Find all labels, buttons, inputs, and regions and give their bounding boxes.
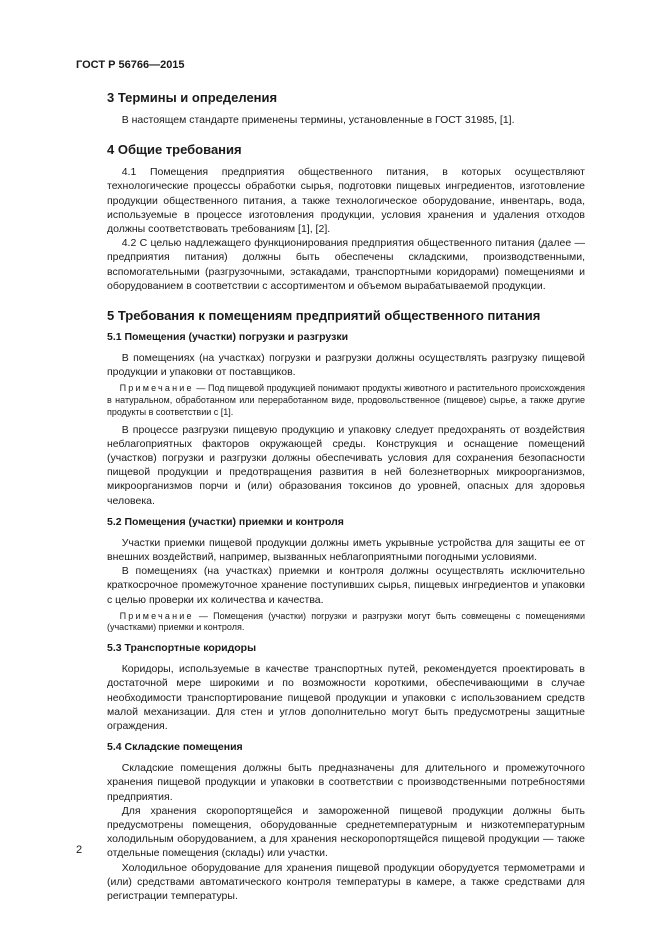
section-5-4-paragraph-3: Холодильное оборудование для хранения пищевой продукции оборудуется термометрами и (или) средствами автоматического контроля температуры в камере, а также средствами для регистрации температуры. [107,861,585,903]
section-5-4-title: 5.4 Складские помещения [107,741,243,754]
section-5-2-paragraph-1: Участки приемки пищевой продукции должны иметь укрывные устройства для защиты ее от внешних воздействий, например, вызванных неблагоприятными погодными условиями. [107,536,585,563]
section-5-title: 5 Требования к помещениям предприятий общественного питания [107,308,541,324]
section-3-title: 3 Термины и определения [107,90,278,105]
note-text: — Под пищевой продукцией понимают продукты животного и растительного происхождения в натуральном, обработанном или переработанном виде, продовольственное (пищевое) сырье, а также другие продукты в соответствии с [1]. [107,383,585,417]
document-body [107,90,585,903]
standard-header: ГОСТ Р 56766—2015 [76,59,185,71]
section-5-1-note [107,383,585,418]
section-4-2-paragraph: 4.2 С целью надлежащего функционирования предприятия общественного питания (далее — предприятия питания) должны быть обеспечены складскими, производственными, вспомогательными (разгрузочными, эстакадами, транспортными коридорами) помещениями и оборудованием в соответствии с ассортиментом и объемом вырабатываемой продукции. [107,237,585,292]
section-4-title: 4 Общие требования [107,142,242,158]
section-5-3-paragraph: Коридоры, используемые в качестве транспортных путей, рекомендуется проектировать в достаточной мере широкими и по возможности короткими, обеспечивающими в случае необходимости транспортирование пищевой продукции и упаковки с использованием средств малой механизации. Для стен и углов дополнительно могут быть предусмотрены защитные ограждения. [107,663,585,732]
section-5-1-paragraph-1: В помещениях (на участках) погрузки и разгрузки должны осуществлять разгрузку пищевой продукции и упаковки от поставщиков. [107,352,585,379]
section-3-paragraph: В настоящем стандарте применены термины, установленные в ГОСТ 31985, [1]. [121,114,515,126]
note-label: Примечание [119,610,194,621]
section-4-1-paragraph: 4.1 Помещения предприятия общественного питания, в которых осуществляют технологические процессы обработки сырья, подготовки пищевых ингредиентов, изготовление продукции общественного питания, а также технологическое оборудование, инвентарь, вода, используемые в процессе изготовления продукции, условия хранения и удаления отходов должны соответствовать требованиям [1], [2]. [107,166,585,236]
section-5-2-note [107,611,585,634]
section-5-2-paragraph-2: В помещениях (на участках) приемки и контроля должны осуществлять исключительно краткосрочное промежуточное хранение поступивших сырья, пищевых ингредиентов и упаковки с целью проверки их количества и качества. [107,565,585,606]
section-5-4-paragraph-2: Для хранения скоропортящейся и замороженной пищевой продукции должны быть предусмотрены помещения, оборудованные среднетемпературным и низкотемпературным холодильным оборудованием, а для хранения нескоропортящейся пищевой продукции — также отдельные помещения (склады) или участки. [107,804,585,860]
section-5-4-paragraph-1: Складские помещения должны быть предназначены для длительного и промежуточного хранения пищевой продукции и упаковки в соответствии с производственными потребностями предприятия. [107,762,585,803]
section-5-1-paragraph-2: В процессе разгрузки пищевую продукцию и упаковку следует предохранять от воздействия неблагоприятных факторов окружающей среды. Конструкция и оснащение помещений (участков) погрузки и разгрузки должны обеспечивать условия для сохранения безопасности пищевой продукции и предотвращения развития в ней болезнетворных микроорганизмов, микроорганизмов порчи и (или) образования токсинов до уровней, опасных для здоровья человека. [107,423,585,507]
section-5-2-title: 5.2 Помещения (участки) приемки и контроля [107,515,344,528]
note-text: — Помещения (участки) погрузки и разгрузки могут быть совмещены с помещениями (участками) приемки и контроля. [107,610,585,633]
section-5-3-title: 5.3 Транспортные коридоры [107,642,257,655]
section-5-1-title: 5.1 Помещения (участки) погрузки и разгрузки [107,331,349,344]
note-label: Примечание [119,383,194,394]
page-number: 2 [76,844,83,856]
